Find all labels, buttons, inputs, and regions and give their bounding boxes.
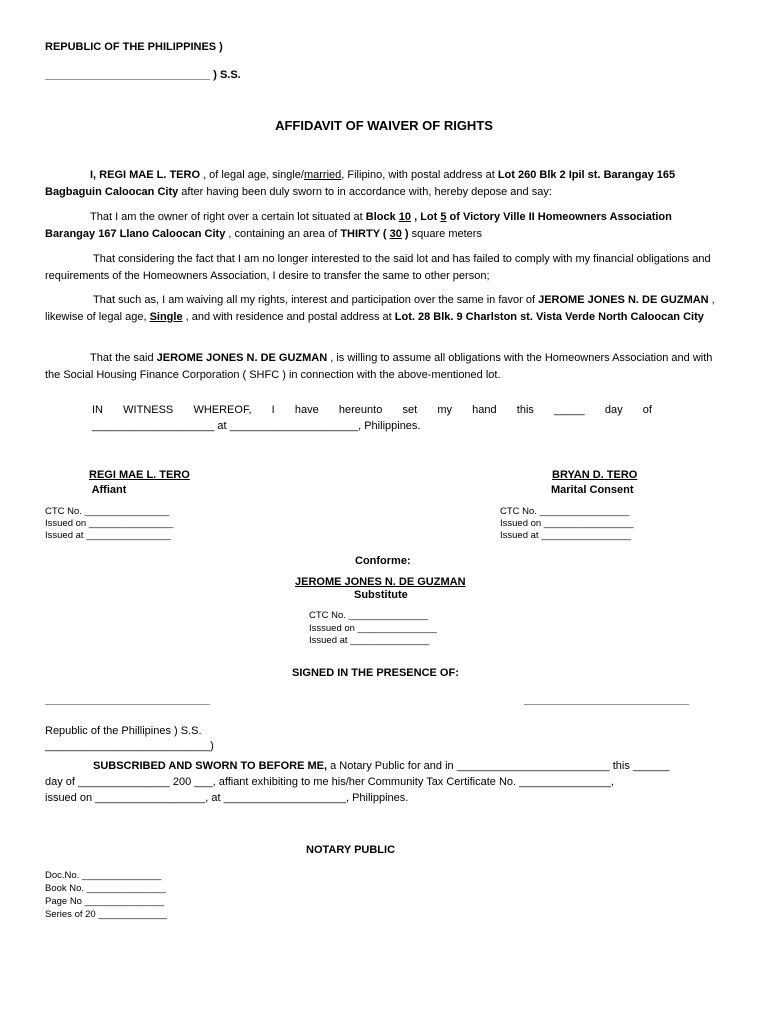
substitute-address: Lot. 28 Blk. 9 Charlston st. Vista Verde North Caloocan City: [394, 310, 704, 323]
jurat-republic: Republic of the Phillipines ) S.S.: [45, 725, 202, 737]
notary-public-title: NOTARY PUBLIC: [306, 844, 396, 856]
substitute-civil-status: Single: [149, 310, 183, 323]
civil-status-married: married: [303, 169, 342, 181]
republic-header: REPUBLIC OF THE PHILIPPINES ): [45, 41, 223, 53]
ss-line: ___________________________ ) S.S.: [45, 69, 241, 81]
affiant-name: REGI MAE L. TERO: [99, 169, 201, 181]
jurat-ss-line: ___________________________): [45, 740, 214, 752]
block-number: 10: [398, 211, 412, 223]
notary-page-no: Page No _______________: [45, 896, 164, 907]
paragraph-assumption: That the said JEROME JONES N. DE GUZMAN , is willing to assume all obligations with the Homeowners Association and with the Social Housing Finance Corporation ( SHFC ) in connection with the above-mentioned lot.: [45, 352, 713, 381]
lot-area-words: THIRTY: [340, 227, 380, 240]
witness-signature-line-left: ___________________________: [45, 694, 211, 706]
conforme-role: Substitute: [354, 589, 408, 601]
jurat-line-2: day of _______________ 200 ___, affiant exhibiting to me his/her Community Tax Certificate No. _______________,: [45, 776, 614, 788]
consent-issued-on: Issued on _________________: [500, 518, 634, 529]
conforme-issued-on: Isssued on _______________: [309, 623, 437, 634]
conforme-label: Conforme:: [355, 555, 411, 567]
lot-location: Victory Ville II Homeowners Association Barangay 167 Llano Caloocan City: [45, 211, 672, 240]
paragraph-ownership: That I am the owner of right over a certain lot situated at Block 10 , Lot 5 of Victory Ville II Homeowners Association Barangay 167 Llano Caloocan City , containing an area of THIRTY ( 30 ) square meters: [45, 211, 672, 240]
consent-issued-at: Issued at _________________: [500, 530, 632, 541]
substitute-name: JEROME JONES N. DE GUZMAN: [538, 294, 709, 306]
affiant-issued-on: Issued on ________________: [45, 518, 174, 529]
affiant-signature-name: REGI MAE L. TERO: [89, 469, 190, 481]
jurat-line-3: issued on __________________, at ____________________, Philippines.: [45, 792, 409, 804]
affiant-role: Affiant: [91, 484, 127, 496]
affiant-issued-at: Issued at ________________: [45, 530, 171, 541]
consent-role: Marital Consent: [551, 484, 634, 496]
notary-series: Series of 20 _____________: [45, 909, 168, 920]
conforme-issued-at: Issued at _______________: [309, 635, 430, 646]
witness-line-1: IN WITNESS WHEREOF, I have hereunto set my hand this _____ day of: [92, 404, 652, 416]
lot-area-number: 30: [389, 227, 402, 240]
document-title: AFFIDAVIT OF WAIVER OF RIGHTS: [275, 118, 493, 133]
presence-label: SIGNED IN THE PRESENCE OF:: [292, 667, 459, 679]
witness-line-2: ____________________ at _____________________, Philippines.: [92, 420, 421, 432]
consent-signature-name: BRYAN D. TERO: [552, 469, 638, 481]
affiant-address: Lot 260 Blk 2 Ipil st. Barangay 165 Bagbaguin Caloocan City: [45, 169, 676, 198]
jurat-line-1: SUBSCRIBED AND SWORN TO BEFORE ME, a Notary Public for and in _________________________ this ______: [93, 760, 670, 772]
paragraph-waiver: That such as, I am waiving all my rights, interest and participation over the same in favor of JEROME JONES N. DE GUZMAN , likewise of legal age, Single , and with residence and postal address at Lot. 28 Blk. 9 Charlston st. Vista Verde North Caloocan City: [45, 294, 715, 323]
paragraph-intent: That considering the fact that I am no longer interested to the said lot and has failed to comply with my financial obligations and requirements of the Homeowners Association, I desire to transfer the same to other person;: [45, 253, 711, 282]
conforme-ctc: CTC No. _______________: [309, 610, 428, 621]
notary-book-no: Book No. _______________: [45, 883, 166, 894]
paragraph-identity: I, REGI MAE L. TERO , of legal age, single/married, Filipino, with postal address at Lot 260 Blk 2 Ipil st. Barangay 165 Bagbaguin Caloocan City after having been duly sworn to in accordance with, hereby depose and say:: [45, 169, 676, 198]
conforme-name: JEROME JONES N. DE GUZMAN: [295, 576, 466, 588]
notary-doc-no: Doc.No. _______________: [45, 870, 162, 881]
consent-ctc: CTC No. _________________: [500, 506, 630, 517]
affiant-ctc: CTC No. ________________: [45, 506, 170, 517]
witness-signature-line-right: ___________________________: [524, 694, 690, 706]
lot-number: 5: [440, 211, 447, 223]
